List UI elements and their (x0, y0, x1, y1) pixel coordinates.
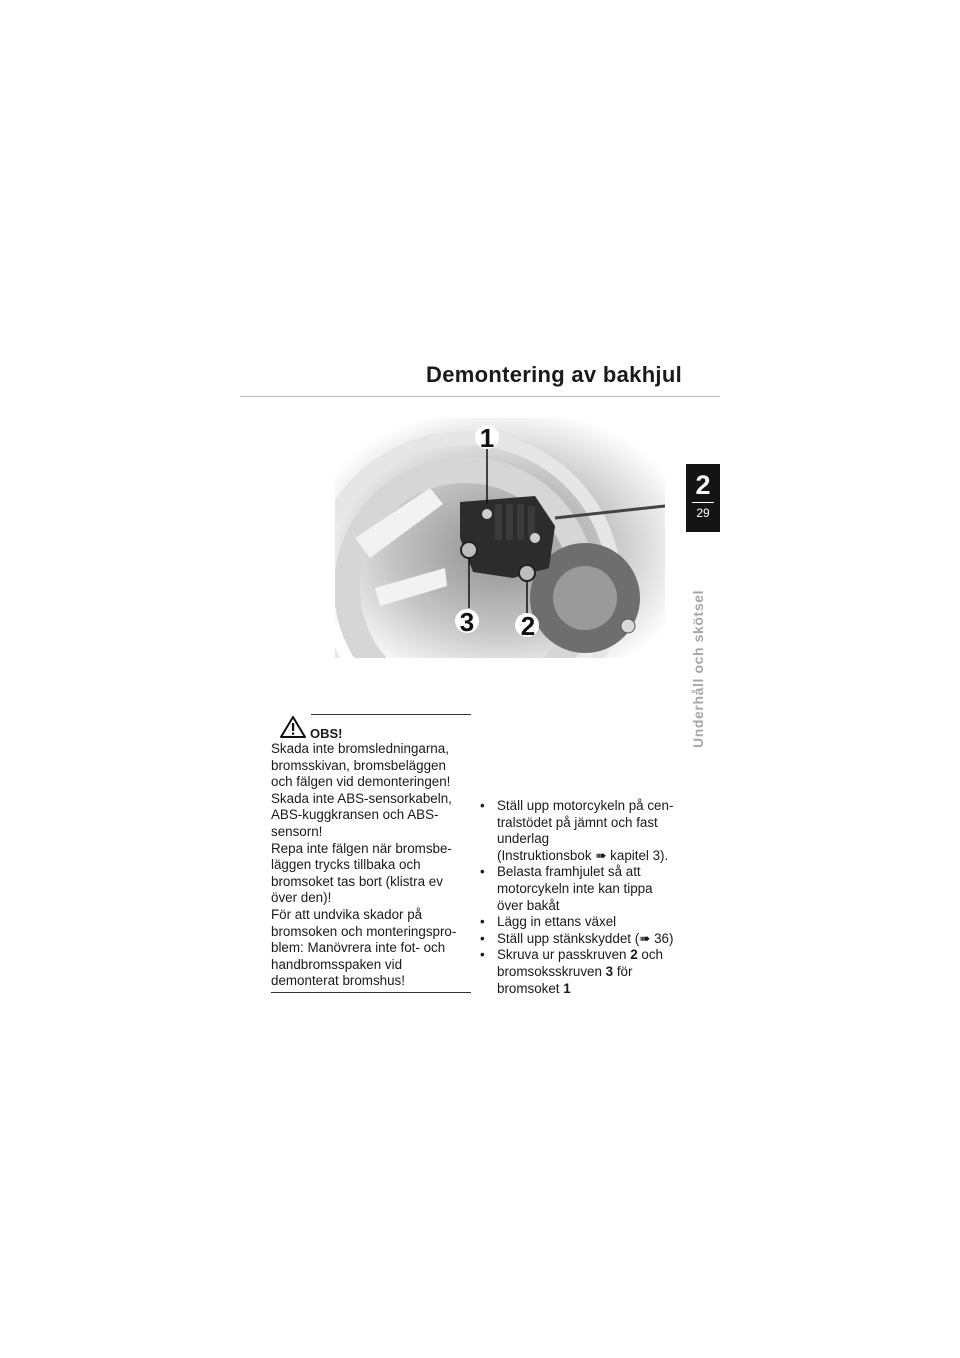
caliper-fin (506, 504, 513, 540)
page-number: 29 (696, 506, 710, 520)
caliper-bolt (482, 509, 492, 519)
step-item: • Belasta framhjulet så att motorcykeln inte kan tippa över bakåt (480, 864, 700, 914)
slide-pin-bolt-3 (461, 542, 477, 558)
part-ref-1: 1 (563, 980, 571, 996)
caliper-bolt-2 (519, 565, 535, 581)
notice-body: Skada inte bromsledningarna, bromsskivan, bromsbeläggen och fälgen vid demonteringen! Skada inte ABS-sensorkabeln, ABS-kuggkransen och ABS- sensorn! Repa inte fälgen när bromsbe- läggen trycks tillbaka och bromsoket tas bort (klistra ev över den)! För att undvika skador på bromsoken och monteringspro- blem: Manövrera inte fot- och handbromsspaken vid demonterat bromshus! (271, 741, 457, 989)
callout-3: 3 (459, 607, 475, 637)
notice-bottom-rule (271, 992, 471, 993)
chapter-tab-divider (692, 502, 714, 503)
brake-caliper-illustration (335, 418, 665, 658)
step-item: • Lägg in ettans växel (480, 914, 700, 931)
notice-header (271, 715, 471, 741)
notice-title: OBS! (310, 726, 343, 741)
caliper-bolt (530, 533, 540, 543)
axle-nut (621, 619, 635, 633)
caution-notice (271, 714, 471, 993)
chapter-number: 2 (695, 470, 711, 500)
page-title: Demontering av bakhjul (426, 362, 682, 387)
caliper-fin (495, 504, 502, 540)
part-ref-3: 3 (605, 963, 614, 979)
hub-center (553, 566, 617, 630)
callout-2: 2 (520, 611, 536, 641)
section-label: Underhåll och skötsel (690, 589, 706, 748)
title-divider (240, 396, 720, 397)
procedure-steps (480, 798, 700, 997)
step-item: • Ställ upp motorcykeln på cen- tralstödet på jämnt och fast underlag (Instruktionsbok ➠ kapitel 3). (480, 798, 700, 864)
step-text: och bromsoksskruven (497, 947, 663, 979)
warning-triangle-icon (279, 715, 307, 739)
step-text: Skruva ur passkruven (497, 947, 631, 963)
step-text: för bromsoket (497, 963, 633, 996)
step-item (480, 947, 700, 997)
caliper-fin (517, 504, 524, 540)
callout-1: 1 (479, 423, 495, 453)
step-item: • Ställ upp stänkskyddet (➠ 36) (480, 931, 700, 948)
chapter-tab (686, 464, 720, 532)
part-ref-2: 2 (630, 947, 638, 963)
brake-caliper-figure (335, 418, 665, 658)
